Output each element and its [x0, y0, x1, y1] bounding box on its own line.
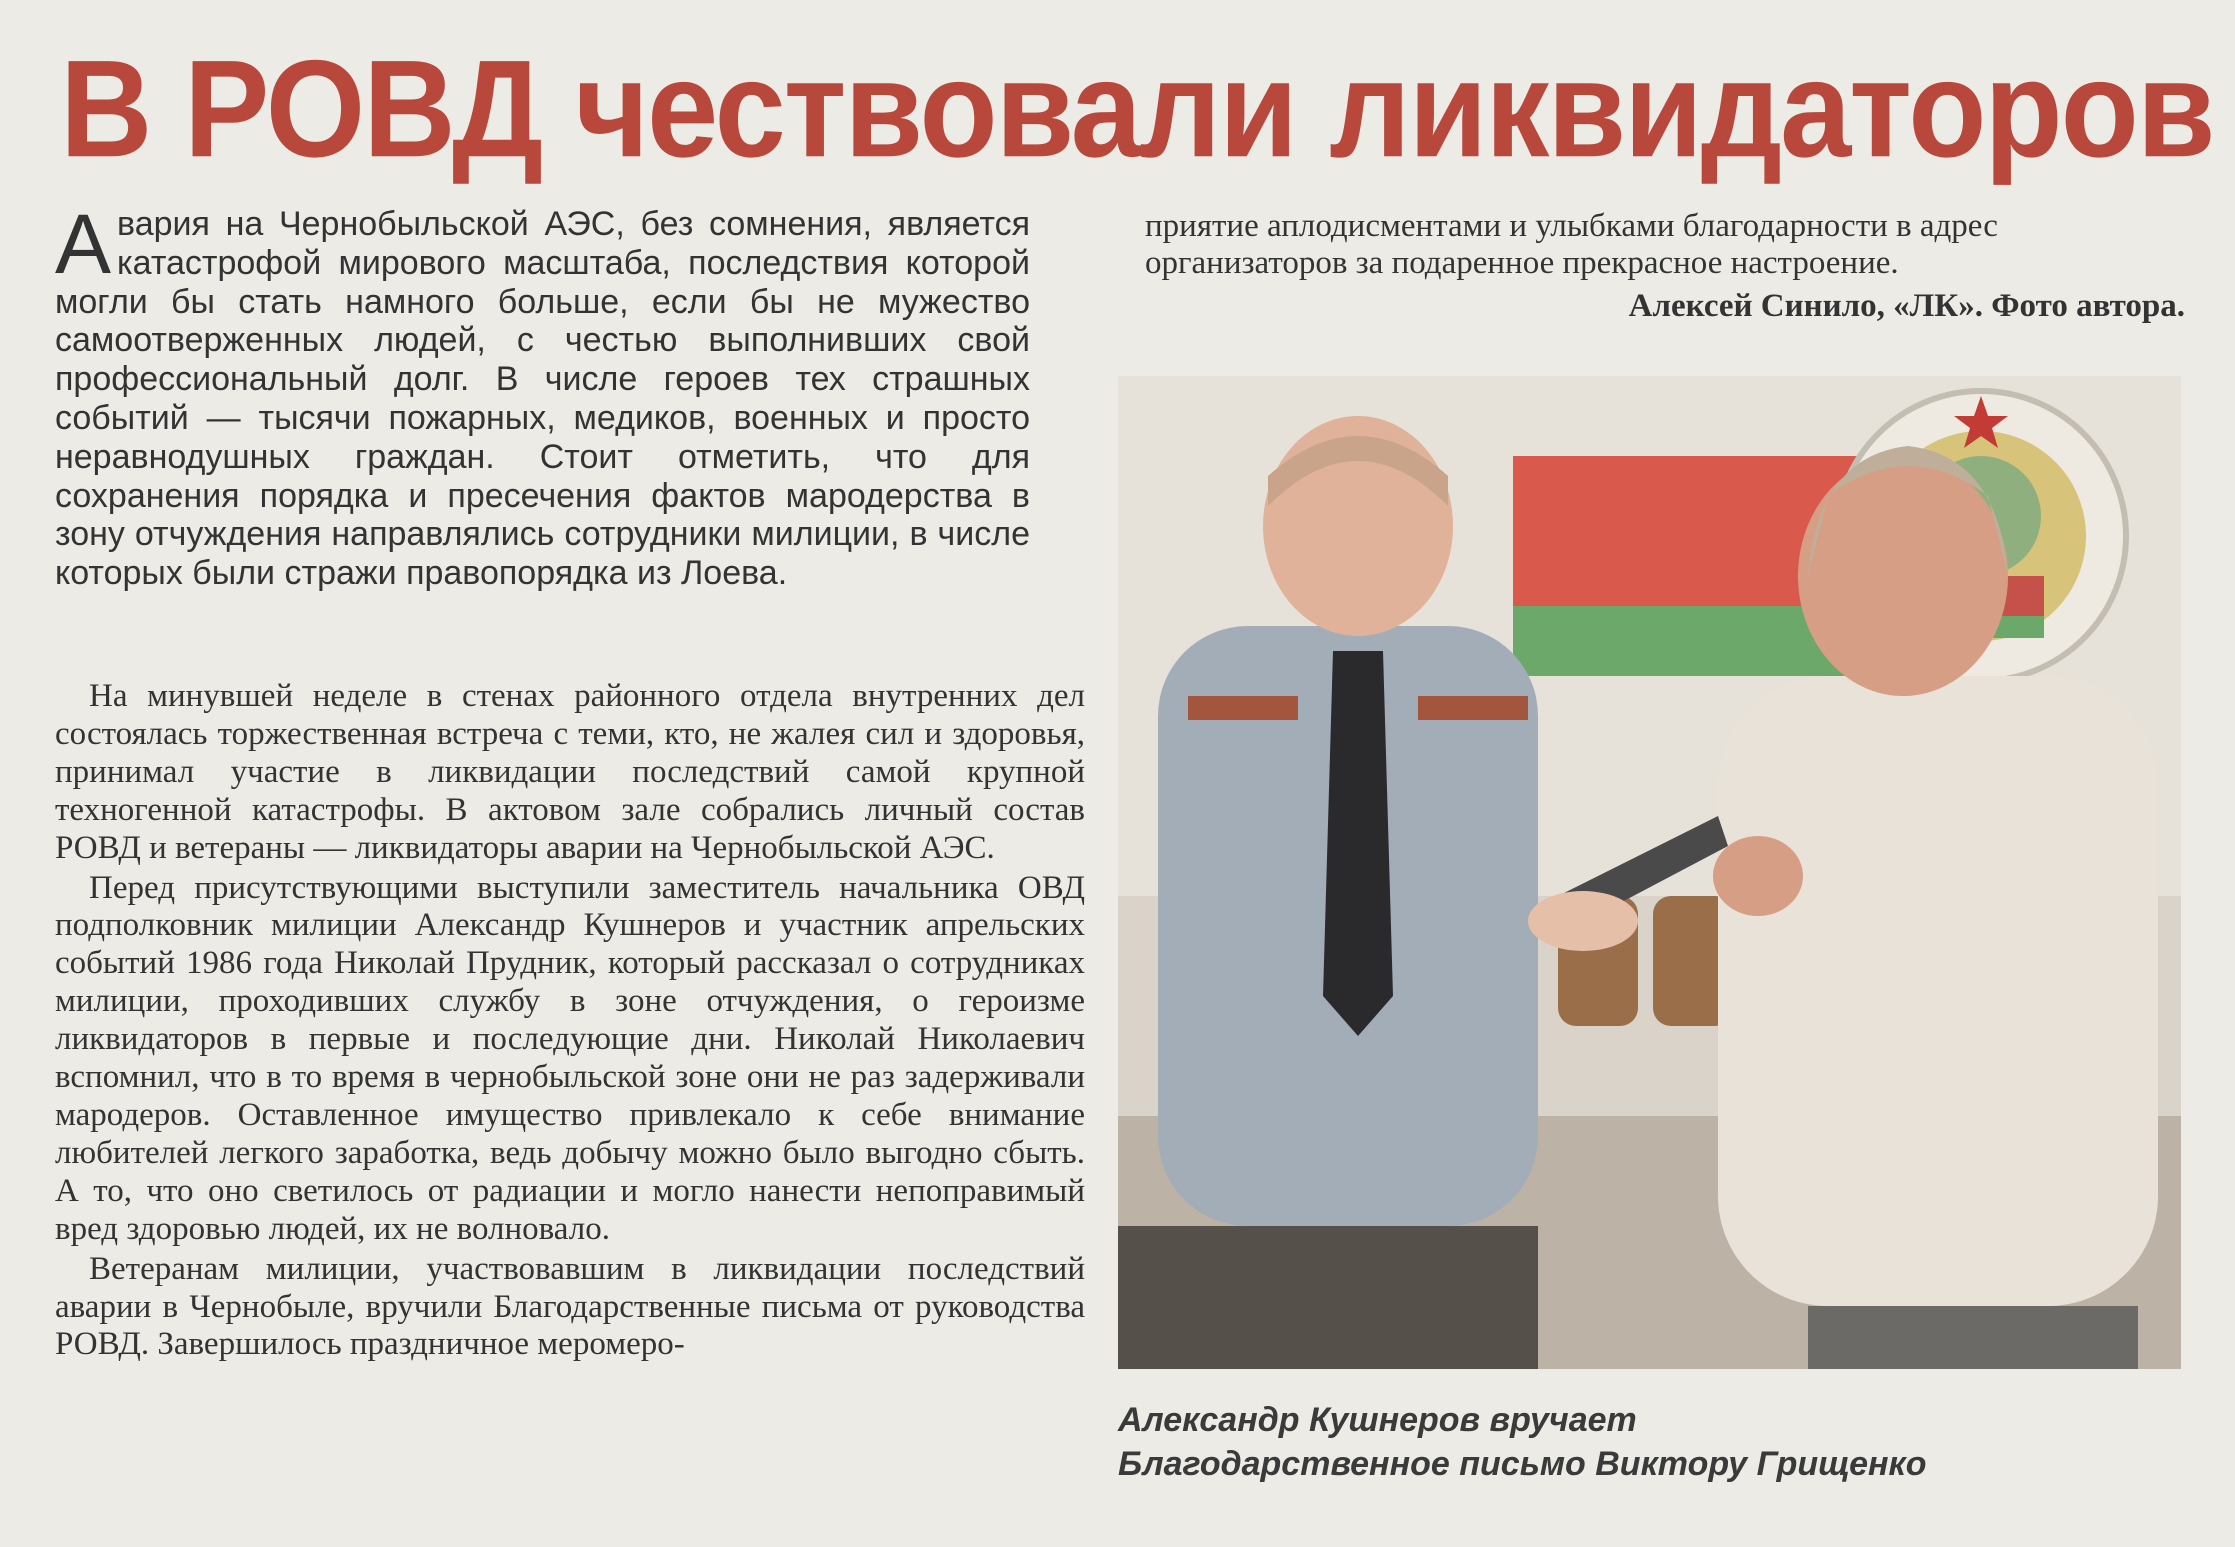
drop-cap: А — [55, 197, 112, 291]
caption-line-1: Александр Кушнеров вручает — [1118, 1401, 1637, 1439]
headline: В РОВД чествовали ликвидаторов — [60, 32, 2214, 187]
photo-caption — [1118, 1398, 2181, 1486]
lead-text: вария на Чернобыльской АЭС, без сомнения, является катастрофой мирового масштаба, последствия которой могли бы стать намного больше, если бы не мужество самоотверженных людей, с честью выполнивших свой профессиональный долг. В числе героев тех страшных событий — тысячи пожарных, медиков, военных и просто неравнодушных граждан. Стоит отметить, что для сохранения порядка и пресечения фактов мародерства в зону отчуждения направлялись сотрудники милиции, в числе которых были стражи правопорядка из Лоева. — [55, 205, 1030, 593]
photo-illustration — [1118, 376, 2181, 1369]
body-paragraph-1: На минувшей неделе в стенах районного отдела внутренних дел состоялась торжественная встреча с теми, кто, не жалея сил и здоровья, принимал участие в ликвидации последствий самой крупной техногенной катастрофы. В актовом зале собрались личный состав РОВД и ветераны — ликвидаторы аварии на Чернобыльской АЭС. — [55, 678, 1085, 866]
body-column — [55, 678, 1085, 1364]
lead-paragraph — [55, 197, 1030, 593]
body-continuation: приятие аплодисментами и улыбками благодарности в адрес организаторов за подаренное прекрасное настроение. — [1145, 208, 1998, 281]
body-paragraph-2: Перед присутствующими выступили заместитель начальника ОВД подполковник милиции Александр Кушнеров и участник апрельских событий 1986 года Николай Прудник, который рассказал о сотрудниках милиции, проходивших службу в зоне отчуждения, о героизме ликвидаторов в первые и последующие дни. Николай Николаевич вспомнил, что в то время в чернобыльской зоне они не раз задерживали мародеров. Оставленное имущество привлекало к себе внимание любителей легкого заработка, ведь добычу можно было выгодно сбыть. А то, что оно светилось от радиации и могло нанести непоправимый вред здоровью людей, их не волновало. — [55, 869, 1085, 1247]
byline: Алексей Синило, «ЛК». Фото автора. — [1628, 288, 2185, 324]
caption-line-2: Благодарственное письмо Виктору Грищенко — [1118, 1445, 1927, 1483]
article-photo — [1118, 376, 2181, 1369]
body-paragraph-3: Ветеранам милиции, участвовавшим в ликвидации последствий аварии в Чернобыле, вручили Благодарственные письма от руководства РОВД. Завершилось праздничное меромеро- — [55, 1250, 1085, 1363]
